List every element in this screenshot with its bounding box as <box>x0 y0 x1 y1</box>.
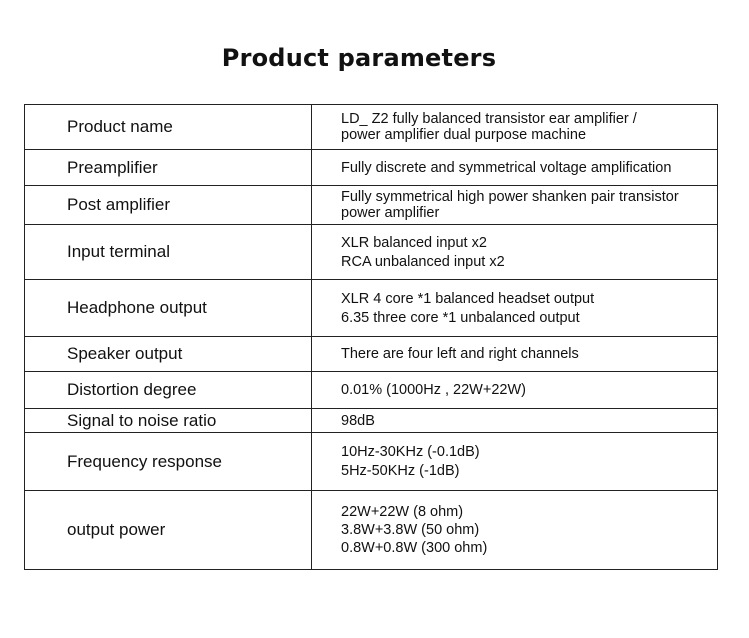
row-label: Headphone output <box>25 280 312 337</box>
parameters-table <box>24 104 718 570</box>
row-value <box>312 186 718 225</box>
table-row <box>25 337 718 372</box>
value-line: XLR balanced input x2 <box>341 234 487 251</box>
value-line: 98dB <box>341 412 375 429</box>
page-title: Product parameters <box>221 44 497 72</box>
table-row <box>25 372 718 409</box>
row-label: Frequency response <box>25 433 312 491</box>
table-row <box>25 186 718 225</box>
value-line: 0.8W+0.8W (300 ohm) <box>341 540 488 556</box>
value-line: 22W+22W (8 ohm) <box>341 504 464 520</box>
row-value <box>312 150 718 186</box>
value-line: Fully discrete and symmetrical voltage amplification <box>341 159 672 176</box>
value-line: Fully symmetrical high power shanken pair transistor <box>341 189 679 205</box>
table-row <box>25 491 718 570</box>
value-line: LD_ Z2 fully balanced transistor ear amplifier / <box>341 111 637 127</box>
row-label: Preamplifier <box>25 150 312 186</box>
row-value <box>312 409 718 433</box>
value-line: 0.01% (1000Hz , 22W+22W) <box>341 382 526 398</box>
row-label: Product name <box>25 105 312 150</box>
table-row <box>25 150 718 186</box>
value-line: power amplifier dual purpose machine <box>341 127 587 143</box>
value-line: 10Hz-30KHz (-0.1dB) <box>341 444 480 460</box>
row-label: Input terminal <box>25 225 312 280</box>
row-value <box>312 337 718 372</box>
value-line: power amplifier <box>341 205 440 221</box>
table-row <box>25 280 718 337</box>
value-line: XLR 4 core *1 balanced headset output <box>341 290 595 307</box>
row-value <box>312 433 718 491</box>
table-row <box>25 409 718 433</box>
row-label: Distortion degree <box>25 372 312 409</box>
row-value <box>312 225 718 280</box>
value-line: There are four left and right channels <box>341 346 579 362</box>
table-row <box>25 225 718 280</box>
row-label: Post amplifier <box>25 186 312 225</box>
row-label: Speaker output <box>25 337 312 372</box>
row-label: output power <box>25 491 312 570</box>
row-value <box>312 280 718 337</box>
row-label: Signal to noise ratio <box>25 409 312 433</box>
value-line: 5Hz-50KHz (-1dB) <box>341 463 460 479</box>
row-value <box>312 372 718 409</box>
value-line: 3.8W+3.8W (50 ohm) <box>341 522 480 538</box>
row-value <box>312 105 718 150</box>
table-row <box>25 105 718 150</box>
table-row <box>25 433 718 491</box>
row-value <box>312 491 718 570</box>
value-line: RCA unbalanced input x2 <box>341 253 505 270</box>
value-line: 6.35 three core *1 unbalanced output <box>341 309 580 326</box>
